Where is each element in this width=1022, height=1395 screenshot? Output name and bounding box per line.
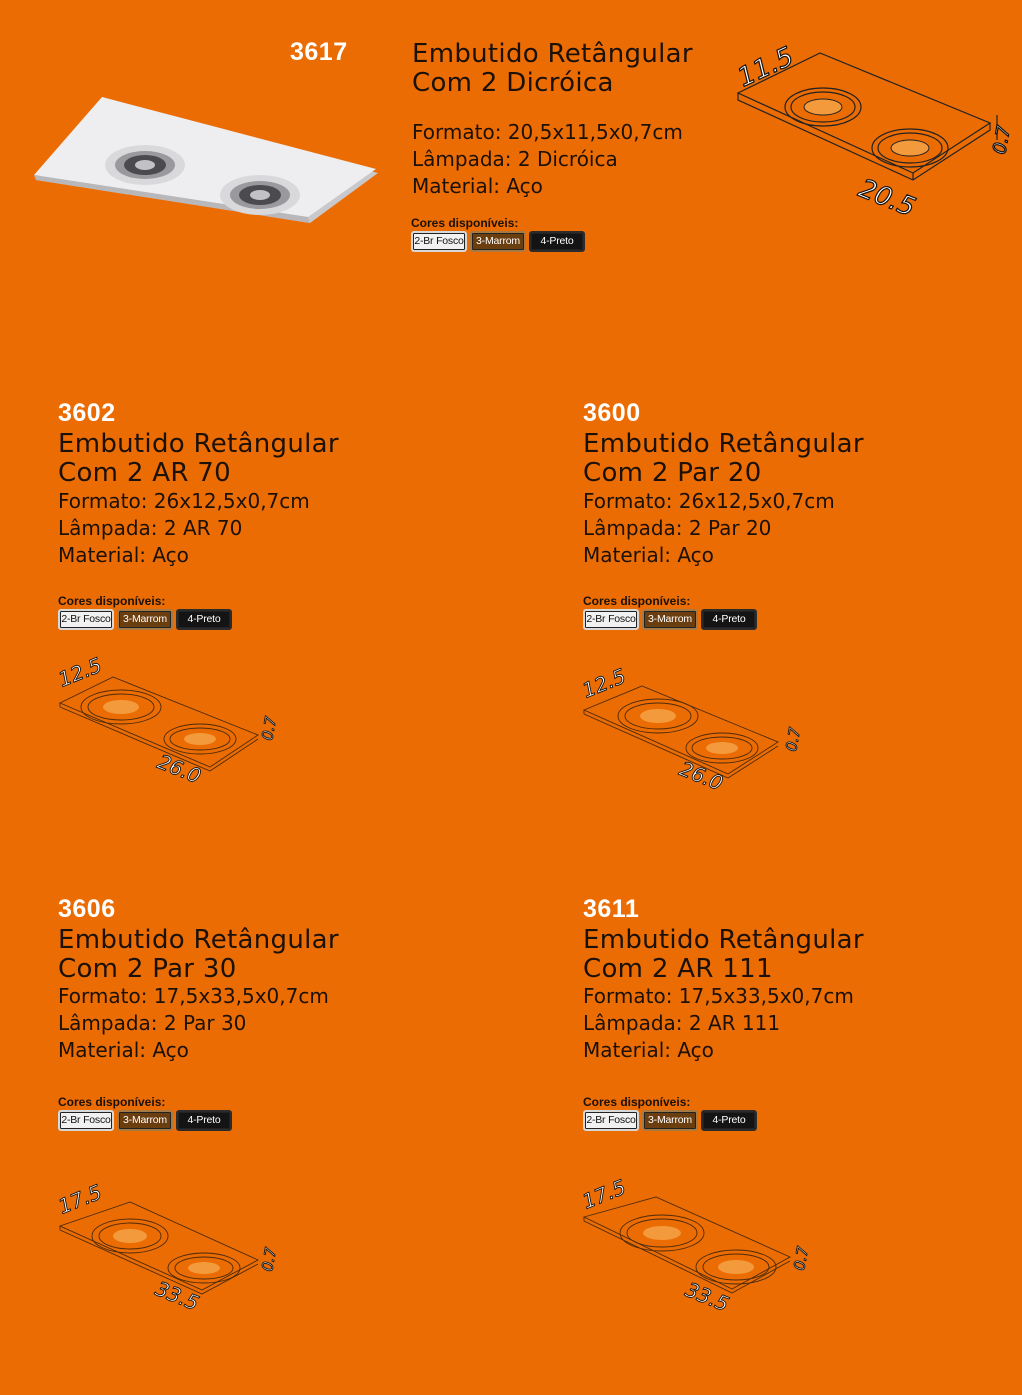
dim-height-label: 0.7 [790, 1245, 813, 1272]
dim-height-label: 0.7 [782, 726, 805, 753]
color-options [58, 1095, 232, 1131]
dim-height-label: 0.7 [258, 715, 281, 742]
title-line-2: Com 2 AR 111 [583, 954, 773, 984]
dimension-diagram [54, 1179, 288, 1330]
product-specs [58, 488, 310, 569]
color-swatch-brown: 3-Marrom [470, 231, 526, 252]
product-specs [583, 488, 835, 569]
color-swatch-white: 2-Br Fosco [58, 609, 114, 630]
dimension-diagram [733, 41, 1015, 225]
product-title [583, 430, 864, 488]
color-swatch-white: 2-Br Fosco [583, 1110, 639, 1131]
color-swatch-white: 2-Br Fosco [583, 609, 639, 630]
title-line-2: Com 2 Par 20 [583, 458, 762, 488]
color-swatch-black: 4-Preto [701, 609, 757, 630]
color-options [583, 594, 757, 630]
spec-material: Material: Aço [583, 1038, 714, 1062]
color-swatch-brown: 3-Marrom [642, 609, 698, 630]
color-swatch-black: 4-Preto [701, 1110, 757, 1131]
product-code: 3602 [58, 399, 116, 427]
spec-formato: Formato: 26x12,5x0,7cm [583, 489, 835, 513]
title-line-1: Embutido Retângular [58, 429, 339, 459]
title-line-2: Com 2 AR 70 [58, 458, 231, 488]
product-title [412, 40, 693, 98]
title-line-1: Embutido Retângular [583, 925, 864, 955]
cores-label: Cores disponíveis: [583, 594, 691, 608]
spec-formato: Formato: 17,5x33,5x0,7cm [583, 984, 854, 1008]
title-line-1: Embutido Retângular [583, 429, 864, 459]
product-specs [583, 983, 854, 1064]
dim-length-label: 20.5 [854, 173, 920, 224]
product-code: 3606 [58, 895, 116, 923]
title-line-1: Embutido Retângular [412, 39, 693, 69]
dim-length-label: 26.0 [676, 756, 727, 796]
spec-formato: Formato: 17,5x33,5x0,7cm [58, 984, 329, 1008]
color-swatch-white: 2-Br Fosco [411, 231, 467, 252]
cores-label: Cores disponíveis: [58, 594, 166, 608]
color-options [58, 594, 232, 630]
spec-formato: Formato: 26x12,5x0,7cm [58, 489, 310, 513]
cores-label: Cores disponíveis: [583, 1095, 691, 1109]
dim-height-label: 0.7 [989, 124, 1015, 156]
color-swatch-black: 4-Preto [176, 609, 232, 630]
product-title [58, 926, 339, 984]
spec-formato: Formato: 20,5x11,5x0,7cm [412, 120, 683, 144]
product-title [583, 926, 864, 984]
product-specs [412, 119, 683, 200]
dim-width-label: 17.5 [578, 1174, 630, 1214]
color-swatch-black: 4-Preto [176, 1110, 232, 1131]
product-code: 3600 [583, 399, 641, 427]
title-line-2: Com 2 Dicróica [412, 68, 614, 98]
product-specs [58, 983, 329, 1064]
dim-length-label: 33.5 [152, 1276, 203, 1316]
spec-lampada: Lâmpada: 2 AR 70 [58, 516, 243, 540]
dim-height-label: 0.7 [258, 1246, 281, 1273]
spec-material: Material: Aço [412, 174, 543, 198]
color-swatch-brown: 3-Marrom [642, 1110, 698, 1131]
cores-label: Cores disponíveis: [411, 216, 519, 230]
product-code: 3611 [583, 895, 640, 923]
dim-length-label: 26.0 [154, 749, 205, 789]
product-photo [30, 95, 380, 225]
product-code: 3617 [290, 38, 348, 66]
color-swatch-brown: 3-Marrom [117, 1110, 173, 1131]
dim-width-label: 17.5 [54, 1179, 106, 1219]
spec-material: Material: Aço [58, 543, 189, 567]
dimension-diagram [578, 1174, 817, 1330]
product-title [58, 430, 339, 488]
title-line-2: Com 2 Par 30 [58, 954, 237, 984]
color-options [583, 1095, 757, 1131]
spec-lampada: Lâmpada: 2 AR 111 [583, 1011, 781, 1035]
title-line-1: Embutido Retângular [58, 925, 339, 955]
dim-width-label: 12.5 [578, 663, 630, 703]
cores-label: Cores disponíveis: [58, 1095, 166, 1109]
dim-length-label: 33.5 [682, 1277, 733, 1317]
color-swatch-brown: 3-Marrom [117, 609, 173, 630]
dim-width-label: 12.5 [54, 652, 106, 692]
spec-lampada: Lâmpada: 2 Par 20 [583, 516, 772, 540]
spec-lampada: Lâmpada: 2 Par 30 [58, 1011, 247, 1035]
color-swatch-white: 2-Br Fosco [58, 1110, 114, 1131]
spec-lampada: Lâmpada: 2 Dicróica [412, 147, 618, 171]
spec-material: Material: Aço [58, 1038, 189, 1062]
spec-material: Material: Aço [583, 543, 714, 567]
dimension-diagram [54, 652, 288, 800]
dimension-diagram [578, 660, 812, 805]
dim-width-label: 11.5 [733, 41, 799, 94]
color-swatch-black: 4-Preto [529, 231, 585, 252]
color-options [411, 216, 585, 252]
